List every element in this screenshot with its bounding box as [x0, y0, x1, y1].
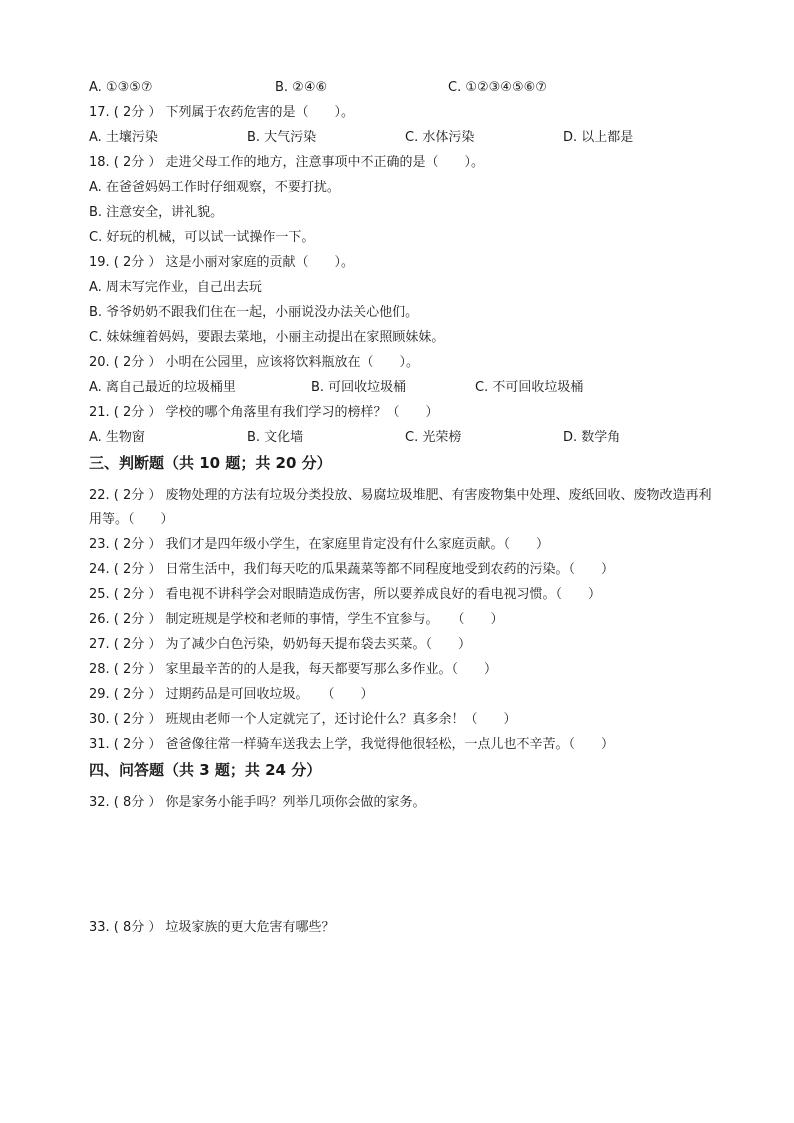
- q33-question: 33. ( 8分 ） 垃圾家族的更大危害有哪些？: [89, 920, 335, 935]
- q20-options: [89, 379, 729, 397]
- q31-statement: 31. ( 2分 ） 爸爸像往常一样骑车送我去上学，我觉得他很轻松，一点儿也不辛苦。（ ）: [89, 737, 615, 752]
- q21-option-d[interactable]: D. 数学角: [563, 430, 621, 445]
- q17-option-d[interactable]: D. 以上都是: [563, 130, 634, 145]
- q29-statement: 29. ( 2分 ） 过期药品是可回收垃圾。 （ ）: [89, 687, 374, 702]
- q23-statement: 23. ( 2分 ） 我们才是四年级小学生，在家庭里肯定没有什么家庭贡献。（ ）: [89, 537, 550, 552]
- q21-option-b[interactable]: B. 文化墙: [247, 430, 304, 445]
- q25-statement: 25. ( 2分 ） 看电视不讲科学会对眼睛造成伤害，所以要养成良好的看电视习惯。（ ）: [89, 587, 602, 602]
- q20-question: 20. ( 2分 ） 小明在公园里，应该将饮料瓶放在（ ）。: [89, 355, 420, 370]
- q18-option-c[interactable]: C. 好玩的机械，可以试一试操作一下。: [89, 230, 315, 245]
- q19-option-b[interactable]: B. 爷爷奶奶不跟我们住在一起，小丽说没办法关心他们。: [89, 305, 419, 320]
- q21-option-a[interactable]: A. 生物窗: [89, 430, 145, 445]
- q21-option-c[interactable]: C. 光荣榜: [405, 430, 462, 445]
- section-true-false-heading: 三、判断题（共 10 题；共 20 分）: [89, 454, 332, 472]
- q26-statement: 26. ( 2分 ） 制定班规是学校和老师的事情，学生不宜参与。 （ ）: [89, 612, 504, 627]
- q19-question: 19. ( 2分 ） 这是小丽对家庭的贡献（ ）。: [89, 255, 355, 270]
- q16-option-a[interactable]: A. ①③⑤⑦: [89, 80, 153, 95]
- q17-option-c[interactable]: C. 水体污染: [405, 130, 475, 145]
- q18-option-b[interactable]: B. 注意安全，讲礼貌。: [89, 205, 224, 220]
- q22-statement: 22. ( 2分 ） 废物处理的方法有垃圾分类投放、易腐垃圾堆肥、有害废物集中处理、废纸回收、废物改造再利用等。（ ）: [89, 488, 712, 527]
- q16-option-c[interactable]: C. ①②③④⑤⑥⑦: [448, 80, 547, 95]
- q21-question: 21. ( 2分 ） 学校的哪个角落里有我们学习的榜样？（ ）: [89, 405, 439, 420]
- q19-option-a[interactable]: A. 周末写完作业，自己出去玩: [89, 280, 262, 295]
- q16-option-b[interactable]: B. ②④⑥: [275, 80, 328, 95]
- q21-options: [89, 429, 729, 447]
- q20-option-a[interactable]: A. 离自己最近的垃圾桶里: [89, 380, 236, 395]
- q17-options: [89, 129, 729, 147]
- q28-statement: 28. ( 2分 ） 家里最辛苦的的人是我，每天都要写那么多作业。（ ）: [89, 662, 498, 677]
- q17-option-b[interactable]: B. 大气污染: [247, 130, 317, 145]
- q17-option-a[interactable]: A. 土壤污染: [89, 130, 158, 145]
- q32-question: 32. ( 8分 ） 你是家务小能手吗？列举几项你会做的家务。: [89, 795, 426, 810]
- q20-option-b[interactable]: B. 可回收垃圾桶: [311, 380, 407, 395]
- q18-question: 18. ( 2分 ） 走进父母工作的地方，注意事项中不正确的是（ ）。: [89, 155, 485, 170]
- q27-statement: 27. ( 2分 ） 为了减少白色污染，奶奶每天提布袋去买菜。（ ）: [89, 637, 472, 652]
- q16-options: [89, 79, 729, 97]
- q30-statement: 30. ( 2分 ） 班规由老师一个人定就完了，还讨论什么？真多余！（ ）: [89, 712, 517, 727]
- q20-option-c[interactable]: C. 不可回收垃圾桶: [475, 380, 584, 395]
- q17-question: 17. ( 2分 ） 下列属于农药危害的是（ ）。: [89, 105, 355, 120]
- q19-option-c[interactable]: C. 妹妹缠着妈妈，要跟去菜地，小丽主动提出在家照顾妹妹。: [89, 330, 445, 345]
- section-qa-heading: 四、问答题（共 3 题；共 24 分）: [89, 761, 322, 779]
- q18-option-a[interactable]: A. 在爸爸妈妈工作时仔细观察，不要打扰。: [89, 180, 340, 195]
- q24-statement: 24. ( 2分 ） 日常生活中，我们每天吃的瓜果蔬菜等都不同程度地受到农药的污染。（ ）: [89, 562, 615, 577]
